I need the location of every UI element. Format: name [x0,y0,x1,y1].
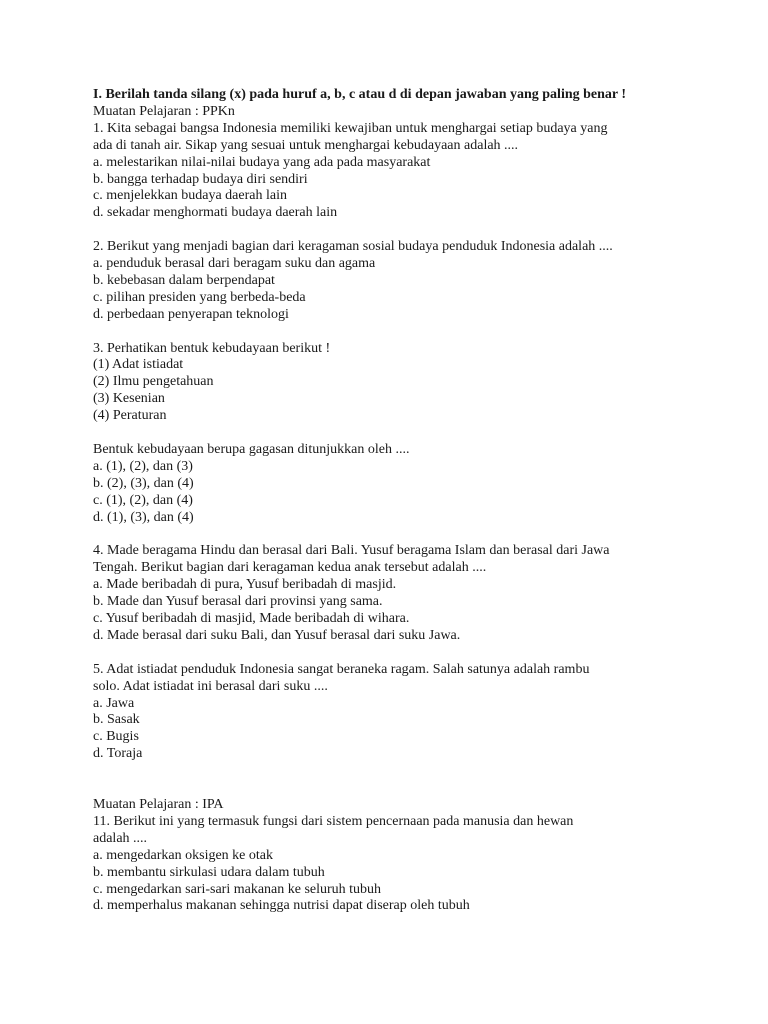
question-11 [93,814,683,915]
subject-label: Muatan Pelajaran : IPA [93,796,224,812]
question-text: 1. Kita sebagai bangsa Indonesia memiliki kewajiban untuk menghargai setiap budaya yang [93,120,608,136]
option-b: b. bangga terhadap budaya diri sendiri [93,171,308,187]
option-d: d. memperhalus makanan sehingga nutrisi dapat diserap oleh tubuh [93,898,470,914]
option-c: c. pilihan presiden yang berbeda-beda [93,289,306,305]
question-text: 2. Berikut yang menjadi bagian dari keragaman sosial budaya penduduk Indonesia adalah .... [93,239,613,255]
option-a: a. Jawa [93,695,135,711]
option-a: a. Made beribadah di pura, Yusuf beribadah di masjid. [93,577,397,593]
option-d: d. Made berasal dari suku Bali, dan Yusuf berasal dari suku Jawa. [93,627,461,643]
question-text: 3. Perhatikan bentuk kebudayaan berikut ! [93,340,331,356]
option-b: b. Made dan Yusuf berasal dari provinsi yang sama. [93,594,383,610]
option-b: b. Sasak [93,712,140,728]
question-followup: Bentuk kebudayaan berupa gagasan ditunjukkan oleh .... [93,441,410,457]
option-d: d. perbedaan penyerapan teknologi [93,306,289,322]
option-a: a. penduduk berasal dari beragam suku dan agama [93,256,376,272]
option-c: c. Bugis [93,729,139,745]
question-text: ada di tanah air. Sikap yang sesuai untuk menghargai kebudayaan adalah .... [93,137,519,153]
option-a: a. melestarikan nilai-nilai budaya yang ada pada masyarakat [93,154,431,170]
option-d: d. sekadar menghormati budaya daerah lain [93,205,338,221]
question-2 [93,239,683,324]
option-c: c. menjelekkan budaya daerah lain [93,188,287,204]
option-d: d. (1), (3), dan (4) [93,509,194,525]
option-c: c. (1), (2), dan (4) [93,492,193,508]
section-ipa [93,797,683,915]
question-4 [93,543,683,644]
option-b: b. kebebasan dalam berpendapat [93,272,275,288]
option-a: a. mengedarkan oksigen ke otak [93,847,273,863]
question-text: 11. Berikut ini yang termasuk fungsi dari sistem pencernaan pada manusia dan hewan [93,813,574,829]
question-text: adalah .... [93,830,148,846]
question-text: Tengah. Berikut bagian dari keragaman kedua anak tersebut adalah .... [93,560,487,576]
option-c: c. mengedarkan sari-sari makanan ke seluruh tubuh [93,881,382,897]
option-c: c. Yusuf beribadah di masjid, Made beribadah di wihara. [93,611,410,627]
list-item: (4) Peraturan [93,408,167,424]
question-1 [93,121,683,222]
section-ppkn [93,104,683,763]
list-item: (1) Adat istiadat [93,357,184,373]
option-b: b. membantu sirkulasi udara dalam tubuh [93,864,325,880]
option-a: a. (1), (2), dan (3) [93,458,193,474]
question-text: 4. Made beragama Hindu dan berasal dari Bali. Yusuf beragama Islam dan berasal dari Jawa [93,543,610,559]
subject-label: Muatan Pelajaran : PPKn [93,103,235,119]
question-5 [93,662,683,763]
question-3 [93,341,683,527]
instruction-heading: I. Berilah tanda silang (x) pada huruf a, b, c atau d di depan jawaban yang paling benar ! [93,87,627,102]
option-d: d. Toraja [93,746,143,762]
list-item: (2) Ilmu pengetahuan [93,374,214,390]
list-item: (3) Kesenian [93,391,165,407]
question-text: 5. Adat istiadat penduduk Indonesia sangat beraneka ragam. Salah satunya adalah rambu [93,661,590,677]
worksheet-page [93,87,683,915]
question-text: solo. Adat istiadat ini berasal dari suku .... [93,678,328,694]
option-b: b. (2), (3), dan (4) [93,475,194,491]
